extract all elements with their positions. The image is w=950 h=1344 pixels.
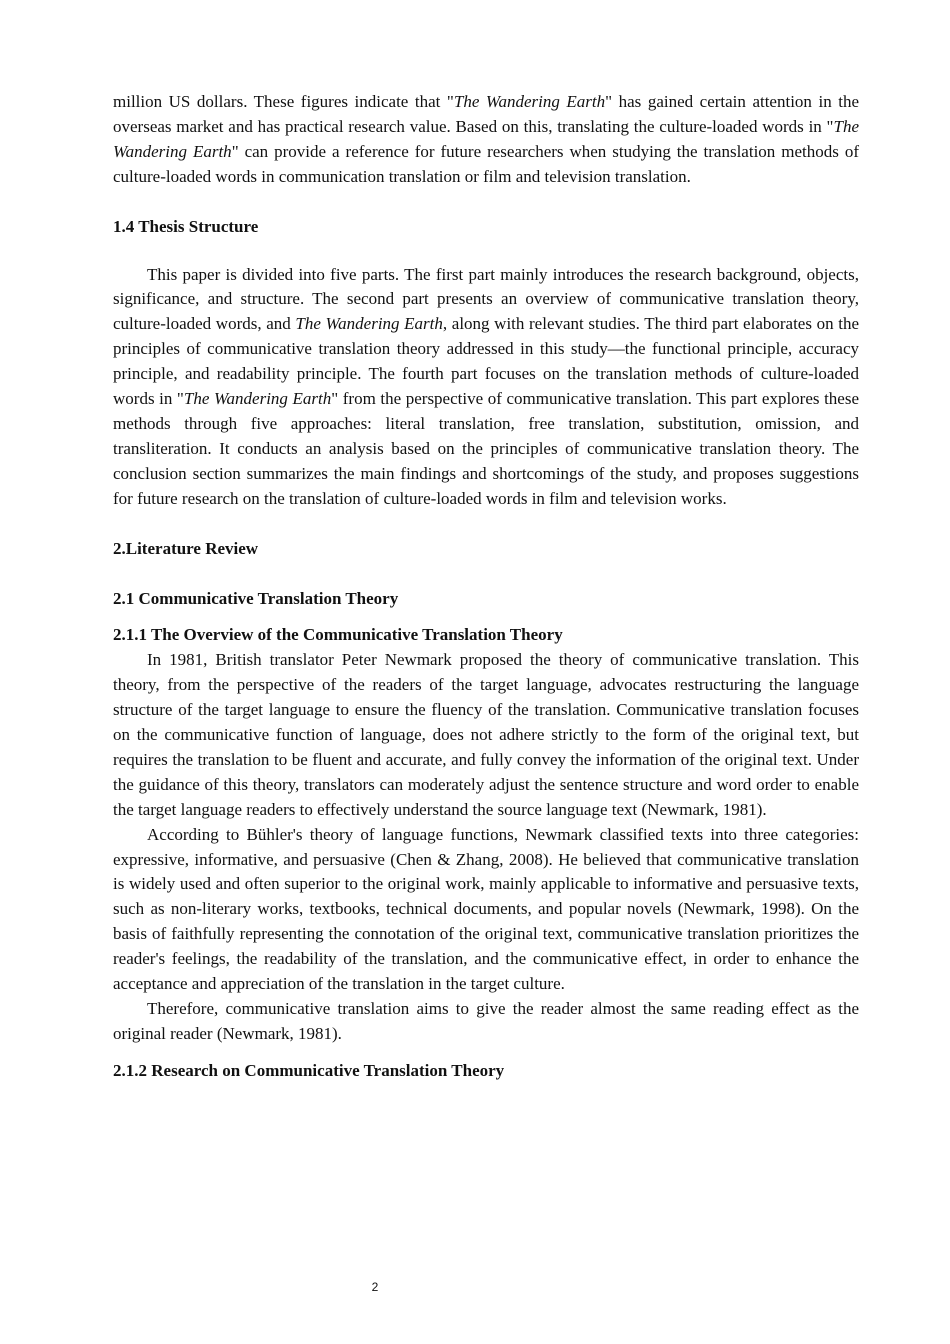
thesis-structure-paragraph (113, 263, 859, 512)
page-number: 2 (371, 1280, 379, 1294)
text-run: " from the perspective of communicative translation. This part explores these methods through five approaches: literal translation, free translation, substitution, omission, and transliteration. It conducts an analysis based on the principles of communicative translation theory. The conclusion section summarizes the main findings and shortcomings of the study, and proposes suggestions for future research on the translation of culture-loaded words in film and television works. (113, 389, 860, 508)
section-heading-2-1-1: 2.1.1 The Overview of the Communicative Translation Theory (113, 625, 563, 645)
text-types-paragraph: According to Bühler's theory of language functions, Newmark classified texts into three categories: expressive, informative, and persuasive (Chen & Zhang, 2008). He believed that communicative translation is widely used and often superior to the original work, mainly applicable to informative and persuasive texts, such as non-literary works, textbooks, technical documents, and popular novels (Newmark, 1998). On the basis of faithfully representing the connotation of the original text, communicative translation prioritizes the reader's feelings, the readability of the translation, and the communicative effect, in order to enhance the acceptance and appreciation of the translation in the target culture. (113, 824, 859, 994)
film-title: The Wandering Earth (453, 92, 606, 111)
film-title: The Wandering Earth (113, 116, 859, 161)
section-heading-2-1-2: 2.1.2 Research on Communicative Translation Theory (113, 1060, 505, 1080)
text-run: , along with relevant studies. The third part elaborates on the principles of communicative translation theory addressed in this study—the functional principle, accuracy principle, and readability principle. The fourth part focuses on the translation methods of culture-loaded words in " (113, 314, 859, 409)
section-heading-2: 2.Literature Review (113, 538, 259, 558)
page-body (113, 90, 859, 1084)
film-title: The Wandering Earth (183, 389, 332, 409)
text-run: " can provide a reference for future researchers when studying the translation methods of culture-loaded words in communication translation or film and television translation. (113, 141, 859, 186)
newmark-theory-paragraph: In 1981, British translator Peter Newmark proposed the theory of communicative translation. This theory, from the perspective of the readers of the target language, advocates restructuring the language structure of the target language to ensure the fluency of the translation. Communicative translation focuses on the communicative function of language, does not adhere strictly to the form of the original text, but requires the translation to be fluent and accurate, and fully convey the information of the original text. Under the guidance of this theory, translators can moderately adjust the sentence structure and word order to enable the target language readers to effectively understand the source language text (Newmark, 1981). (113, 650, 859, 819)
text-run: million US dollars. These figures indicate that " (113, 92, 454, 111)
section-heading-2-1: 2.1 Communicative Translation Theory (113, 588, 399, 608)
section-heading-1-4: 1.4 Thesis Structure (113, 216, 259, 236)
intro-paragraph (113, 90, 859, 190)
text-run: " has gained certain attention in the overseas market and has practical research value. Based on this, translating the culture-loaded words in " (113, 92, 859, 136)
conclusion-paragraph: Therefore, communicative translation aims to give the reader almost the same reading effect as the original reader (Newmark, 1981). (113, 999, 859, 1043)
film-title: The Wandering Earth (295, 314, 443, 334)
text-run: This paper is divided into five parts. The first part mainly introduces the research background, objects, significance, and structure. The second part presents an overview of communicative translation theory, culture-loaded words, and (113, 264, 859, 334)
